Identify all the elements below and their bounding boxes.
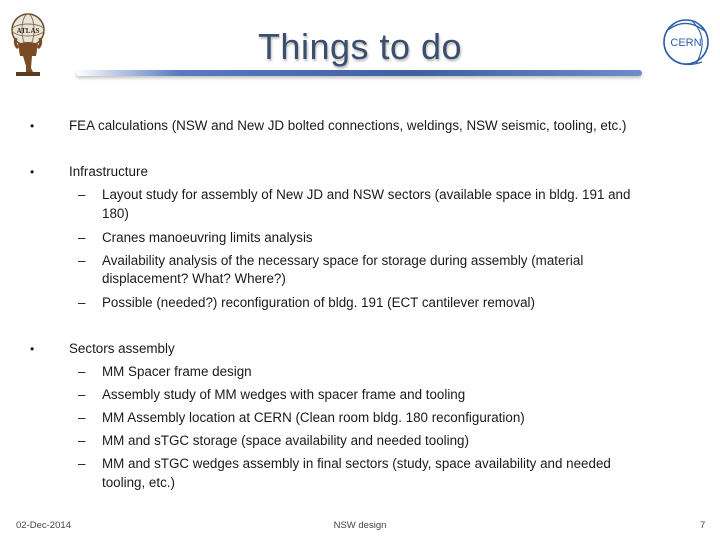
sub-bullet-line: displacement? What? Where?) bbox=[102, 271, 286, 286]
bullet-fea-calculations bbox=[69, 118, 689, 134]
sub-bullet-line: MM and sTGC wedges assembly in final sectors (study, space availability and needed bbox=[102, 456, 611, 471]
bullet-heading-sectors-assembly: Sectors assembly bbox=[69, 341, 175, 356]
footer-date: 02-Dec-2014 bbox=[16, 520, 71, 531]
sub-bullet-line: MM and sTGC storage (space availability and needed tooling) bbox=[102, 433, 469, 448]
sub-bullet-line: Availability analysis of the necessary space for storage during assembly (material bbox=[102, 253, 584, 268]
sub-bullet-line: Possible (needed?) reconfiguration of bldg. 191 (ECT cantilever removal) bbox=[102, 295, 535, 310]
page-number: 7 bbox=[700, 520, 706, 531]
slide-title: Things to do bbox=[257, 26, 463, 67]
sub-bullet-line: Layout study for assembly of New JD and NSW sectors (available space in bldg. 191 and bbox=[102, 187, 631, 202]
sub-bullet-line: MM Assembly location at CERN (Clean room bldg. 180 reconfiguration) bbox=[102, 410, 525, 425]
sub-bullet-line: 180) bbox=[102, 206, 129, 221]
sub-bullet-line: Cranes manoeuvring limits analysis bbox=[102, 230, 313, 245]
bullet-marker: • bbox=[30, 165, 35, 179]
bullet-text: (NSW and New JD bolted connections, weldings, NSW seismic, tooling, etc.) bbox=[168, 118, 627, 133]
sub-bullet-line: MM Spacer frame design bbox=[102, 364, 252, 379]
cern-logo-label: CERN bbox=[670, 37, 702, 49]
footer-title: NSW design bbox=[333, 520, 387, 531]
sub-bullet-marker: – bbox=[78, 364, 86, 379]
sub-bullet-marker: – bbox=[78, 410, 86, 425]
bullet-heading: FEA calculations bbox=[69, 118, 168, 133]
sub-bullet-line: tooling, etc.) bbox=[102, 475, 175, 490]
sub-bullet-marker: – bbox=[78, 387, 86, 402]
bullet-heading-infrastructure: Infrastructure bbox=[69, 164, 148, 179]
sub-bullet-marker: – bbox=[78, 187, 86, 202]
sub-bullet-marker: – bbox=[78, 253, 86, 268]
bullet-marker: • bbox=[30, 342, 35, 356]
bullet-marker: • bbox=[30, 119, 35, 133]
sub-bullet-marker: – bbox=[78, 230, 86, 245]
sub-bullet-line: Assembly study of MM wedges with spacer frame and tooling bbox=[102, 387, 466, 402]
atlas-logo-label: ATLAS bbox=[16, 27, 40, 35]
sub-bullet-marker: – bbox=[78, 295, 86, 310]
sub-bullet-marker: – bbox=[78, 456, 86, 471]
sub-bullet-marker: – bbox=[78, 433, 86, 448]
